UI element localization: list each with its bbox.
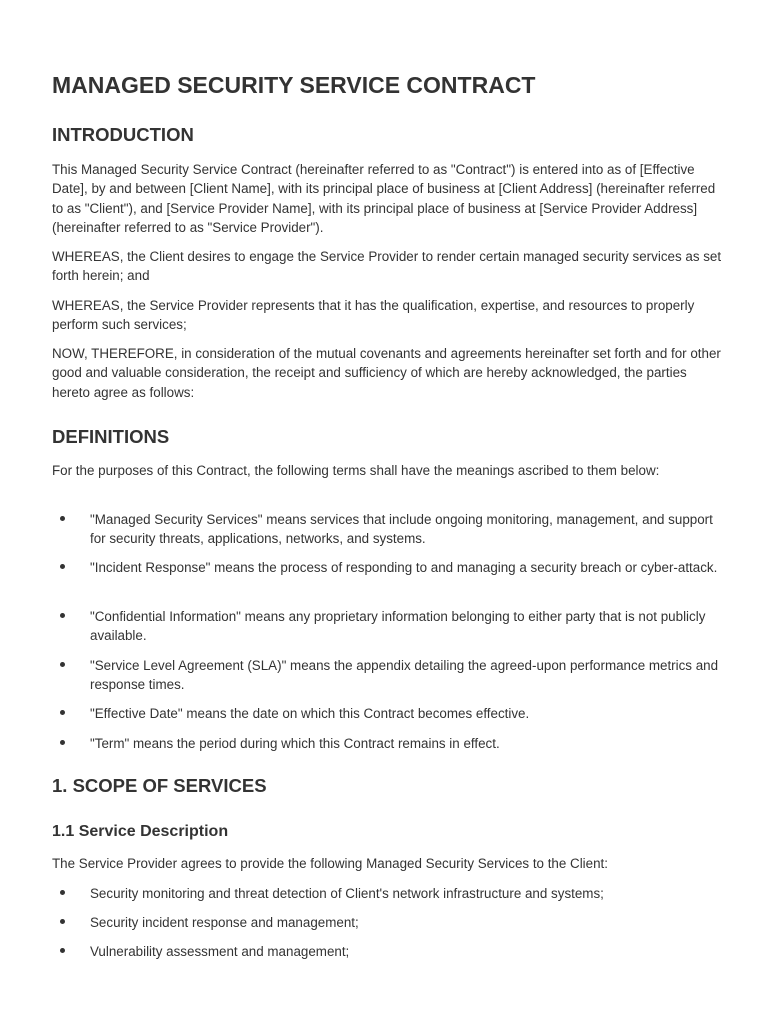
whereas-paragraph-1: WHEREAS, the Client desires to engage the Service Provider to render certain managed security services as set forth herein; and — [52, 249, 722, 284]
service-item — [52, 884, 722, 903]
scope-intro: The Service Provider agrees to provide the following Managed Security Services to the Client: — [52, 856, 608, 871]
definition-text: "Service Level Agreement (SLA)" means the appendix detailing the agreed-upon performance metrics and response times. — [90, 658, 719, 693]
introduction-heading: INTRODUCTION — [52, 124, 194, 145]
definitions-heading: DEFINITIONS — [52, 426, 170, 447]
introduction-paragraph-1: This Managed Security Service Contract (hereinafter referred to as "Contract") is entered into as of [Effective Date], by and between [Client Name], with its principal place of business at [Client Address] (hereinafter referred to as "Client"), and [Service Provider Name], with its principal place of business at [Service Provider Address] (hereinafter referred to as "Service Provider"). — [52, 162, 716, 236]
bullet-icon — [60, 919, 65, 924]
definition-text: "Incident Response" means the process of responding to and managing a security breach or cyber-attack. — [90, 560, 718, 575]
definition-item — [52, 607, 722, 646]
whereas-paragraph-2: WHEREAS, the Service Provider represents that it has the qualification, expertise, and resources to properly perform such services; — [52, 298, 695, 333]
bullet-icon — [60, 890, 65, 895]
bullet-icon — [60, 740, 65, 745]
scope-heading: 1. SCOPE OF SERVICES — [52, 775, 267, 796]
definition-item — [52, 734, 722, 753]
document-title: MANAGED SECURITY SERVICE CONTRACT — [52, 72, 536, 98]
bullet-icon — [60, 516, 65, 521]
service-text: Security monitoring and threat detection of Client's network infrastructure and systems; — [90, 886, 604, 901]
service-item — [52, 913, 722, 932]
definition-item — [52, 656, 722, 695]
service-text: Vulnerability assessment and management; — [90, 944, 350, 959]
now-therefore-paragraph: NOW, THEREFORE, in consideration of the mutual covenants and agreements hereinafter set forth and for other good and valuable consideration, the receipt and sufficiency of which are hereby acknowledged, the parties hereto agree as follows: — [52, 346, 721, 400]
definition-text: "Term" means the period during which this Contract remains in effect. — [90, 736, 500, 751]
bullet-icon — [60, 613, 65, 618]
definition-item — [52, 510, 722, 549]
definition-item — [52, 704, 722, 723]
definition-text: "Managed Security Services" means services that include ongoing monitoring, management, and support for security threats, applications, networks, and systems. — [90, 512, 713, 547]
service-text: Security incident response and management; — [90, 915, 359, 930]
service-item — [52, 942, 722, 961]
definition-text: "Effective Date" means the date on which this Contract becomes effective. — [90, 706, 530, 721]
definition-text: "Confidential Information" means any proprietary information belonging to either party that is not publicly available. — [90, 609, 706, 644]
bullet-icon — [60, 710, 65, 715]
service-description-heading: 1.1 Service Description — [52, 823, 229, 840]
bullet-icon — [60, 662, 65, 667]
bullet-icon — [60, 564, 65, 569]
bullet-icon — [60, 948, 65, 953]
definitions-intro: For the purposes of this Contract, the following terms shall have the meanings ascribed to them below: — [52, 463, 660, 478]
definition-item — [52, 558, 722, 577]
